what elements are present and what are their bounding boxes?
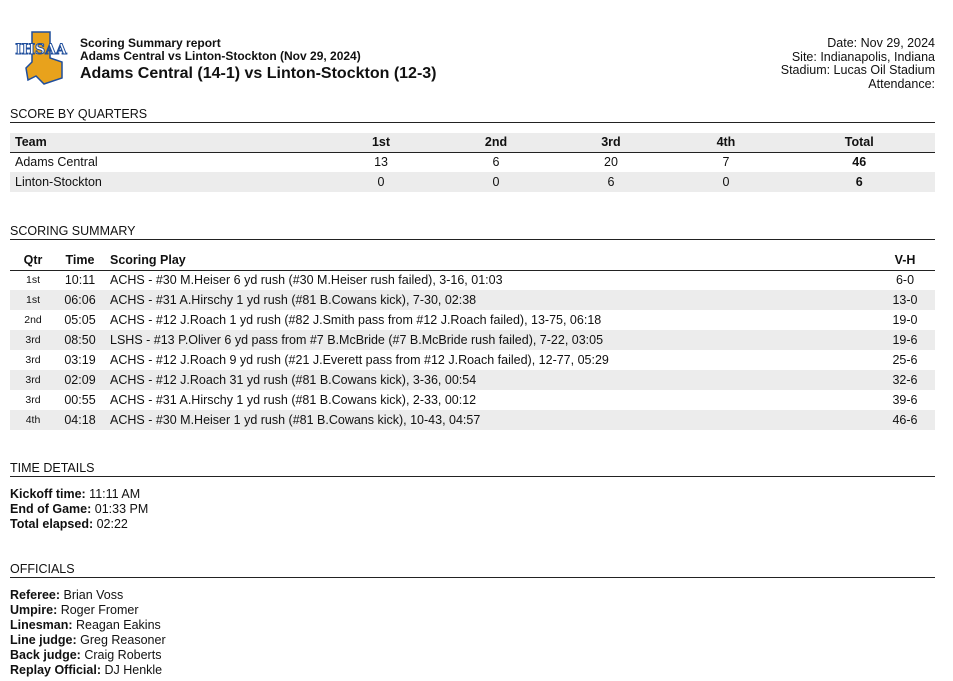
score-by-quarters-table <box>10 133 935 192</box>
matchup-title: Adams Central (14-1) vs Linton-Stockton (12-3) <box>80 65 437 82</box>
table-row <box>10 390 935 410</box>
quarter-score: 6 <box>492 155 500 170</box>
quarter-score: 6 <box>553 172 668 192</box>
time-detail <box>10 502 935 517</box>
quarter-cell: 1st <box>10 290 56 310</box>
game-site: Site: Indianapolis, Indiana <box>791 49 935 64</box>
column-header: Qtr <box>10 250 56 270</box>
table-row <box>10 290 935 310</box>
column-header: 4th <box>668 133 783 152</box>
column-header: V-H <box>875 250 935 270</box>
time-detail-label: Kickoff time: <box>10 487 86 501</box>
time-cell: 00:55 <box>64 393 96 407</box>
official-label: Umpire: <box>10 603 58 617</box>
official-label: Referee: <box>10 588 61 602</box>
time-detail-value: 01:33 PM <box>91 502 149 516</box>
quarter-cell: 4th <box>10 410 56 430</box>
scoring-play-cell: ACHS - #31 A.Hirschy 1 yd rush (#81 B.Cowans kick), 2-33, 00:12 <box>110 393 477 407</box>
quarter-cell: 2nd <box>24 314 42 326</box>
scoring-play-cell: ACHS - #12 J.Roach 9 yd rush (#21 J.Everett pass from #12 J.Roach failed), 12-77, 05:29 <box>110 353 609 367</box>
game-info <box>781 37 935 91</box>
column-header: Total <box>783 133 935 152</box>
section-title: SCORE BY QUARTERS <box>10 107 935 123</box>
quarter-cell: 1st <box>25 274 40 287</box>
visitor-home-score-cell: 13-0 <box>875 290 935 310</box>
time-cell: 05:05 <box>64 313 96 327</box>
quarter-cell: 3rd <box>10 330 56 350</box>
official <box>10 603 935 618</box>
table-row <box>10 330 935 350</box>
table-row <box>10 152 935 172</box>
scoring-summary-table <box>10 250 935 430</box>
team-name: Linton-Stockton <box>10 172 324 192</box>
table-row <box>10 172 935 192</box>
official-value: Craig Roberts <box>80 648 162 662</box>
officials-list <box>10 588 935 678</box>
time-detail <box>10 487 935 502</box>
column-header: Team <box>10 133 324 152</box>
official-label: Line judge: <box>10 633 77 647</box>
time-cell: 04:18 <box>56 410 104 430</box>
game-date: Date: Nov 29, 2024 <box>827 36 935 50</box>
time-cell: 03:19 <box>64 353 96 367</box>
visitor-home-score-cell: 19-6 <box>875 330 935 350</box>
time-detail-label: Total elapsed: <box>10 517 94 531</box>
scoring-play-cell: ACHS - #30 M.Heiser 6 yd rush (#30 M.Heiser rush failed), 3-16, 01:03 <box>110 273 503 288</box>
official-value: Greg Reasoner <box>76 633 166 647</box>
scoring-play-cell: ACHS - #30 M.Heiser 1 yd rush (#81 B.Cowans kick), 10-43, 04:57 <box>104 410 875 430</box>
table-row <box>10 270 935 290</box>
table-row <box>10 310 935 330</box>
official <box>10 618 935 633</box>
official-value: Brian Voss <box>60 588 124 602</box>
official-value: Roger Fromer <box>57 603 139 617</box>
official <box>10 663 935 678</box>
quarter-score: 13 <box>374 155 388 170</box>
scoring-play-cell: LSHS - #13 P.Oliver 6 yd pass from #7 B.McBride (#7 B.McBride rush failed), 7-22, 03:05 <box>104 330 875 350</box>
column-header: 3rd <box>553 133 668 152</box>
quarter-score: 0 <box>324 172 439 192</box>
visitor-home-score-cell: 25-6 <box>892 353 918 367</box>
time-cell: 06:06 <box>56 290 104 310</box>
table-header-row <box>10 133 935 152</box>
visitor-home-score-cell: 39-6 <box>892 393 918 407</box>
official-value: DJ Henkle <box>101 663 163 677</box>
official <box>10 648 935 663</box>
section-title: TIME DETAILS <box>10 461 935 477</box>
visitor-home-score-cell: 46-6 <box>875 410 935 430</box>
table-row <box>10 370 935 390</box>
table-row <box>10 350 935 370</box>
game-subtitle: Adams Central vs Linton-Stockton (Nov 29, 2024) <box>80 49 361 63</box>
time-detail-value: 02:22 <box>93 517 128 531</box>
time-detail-label: End of Game: <box>10 502 92 516</box>
visitor-home-score-cell: 32-6 <box>875 370 935 390</box>
quarter-score: 0 <box>439 172 554 192</box>
quarter-cell: 3rd <box>10 370 56 390</box>
ihsaa-logo <box>10 28 72 86</box>
scoring-play-cell: ACHS - #12 J.Roach 31 yd rush (#81 B.Cowans kick), 3-36, 00:54 <box>104 370 875 390</box>
team-name: Adams Central <box>15 155 98 170</box>
report-header <box>80 37 437 85</box>
scoring-play-cell: ACHS - #12 J.Roach 1 yd rush (#82 J.Smith pass from #12 J.Roach failed), 13-75, 06:18 <box>110 313 602 327</box>
quarter-score: 7 <box>722 155 730 170</box>
column-header: Scoring Play <box>104 250 875 270</box>
game-stadium: Stadium: Lucas Oil Stadium <box>780 63 935 77</box>
section-title: OFFICIALS <box>10 562 935 578</box>
total-score: 6 <box>783 172 935 192</box>
time-detail <box>10 517 935 532</box>
report-title: Scoring Summary report <box>80 36 221 50</box>
time-details-section <box>10 461 935 532</box>
section-title: SCORING SUMMARY <box>10 224 935 240</box>
time-cell: 08:50 <box>56 330 104 350</box>
quarter-cell: 3rd <box>25 354 41 366</box>
visitor-home-score-cell: 6-0 <box>895 273 915 288</box>
logo-text: IHSAA <box>15 42 67 58</box>
table-header-row <box>10 250 935 270</box>
column-header: 2nd <box>439 133 554 152</box>
time-detail-value: 11:11 AM <box>85 487 141 501</box>
official <box>10 633 935 648</box>
official <box>10 588 935 603</box>
official-label: Replay Official: <box>10 663 101 677</box>
time-details-list <box>10 487 935 532</box>
official-label: Linesman: <box>10 618 73 632</box>
total-score: 46 <box>852 155 867 170</box>
visitor-home-score-cell: 19-0 <box>892 313 918 327</box>
game-attendance: Attendance: <box>868 76 935 91</box>
quarter-score: 20 <box>604 155 618 170</box>
column-header: 1st <box>324 133 439 152</box>
official-value: Reagan Eakins <box>72 618 161 632</box>
official-label: Back judge: <box>10 648 81 662</box>
officials-section <box>10 562 935 678</box>
column-header: Time <box>56 250 104 270</box>
quarter-cell: 3rd <box>25 394 41 406</box>
table-row <box>10 410 935 430</box>
time-cell: 10:11 <box>64 273 96 288</box>
scoring-play-cell: ACHS - #31 A.Hirschy 1 yd rush (#81 B.Cowans kick), 7-30, 02:38 <box>104 290 875 310</box>
scoring-summary-section <box>10 224 935 430</box>
time-cell: 02:09 <box>56 370 104 390</box>
score-by-quarters-section <box>10 107 935 192</box>
quarter-score: 0 <box>668 172 783 192</box>
